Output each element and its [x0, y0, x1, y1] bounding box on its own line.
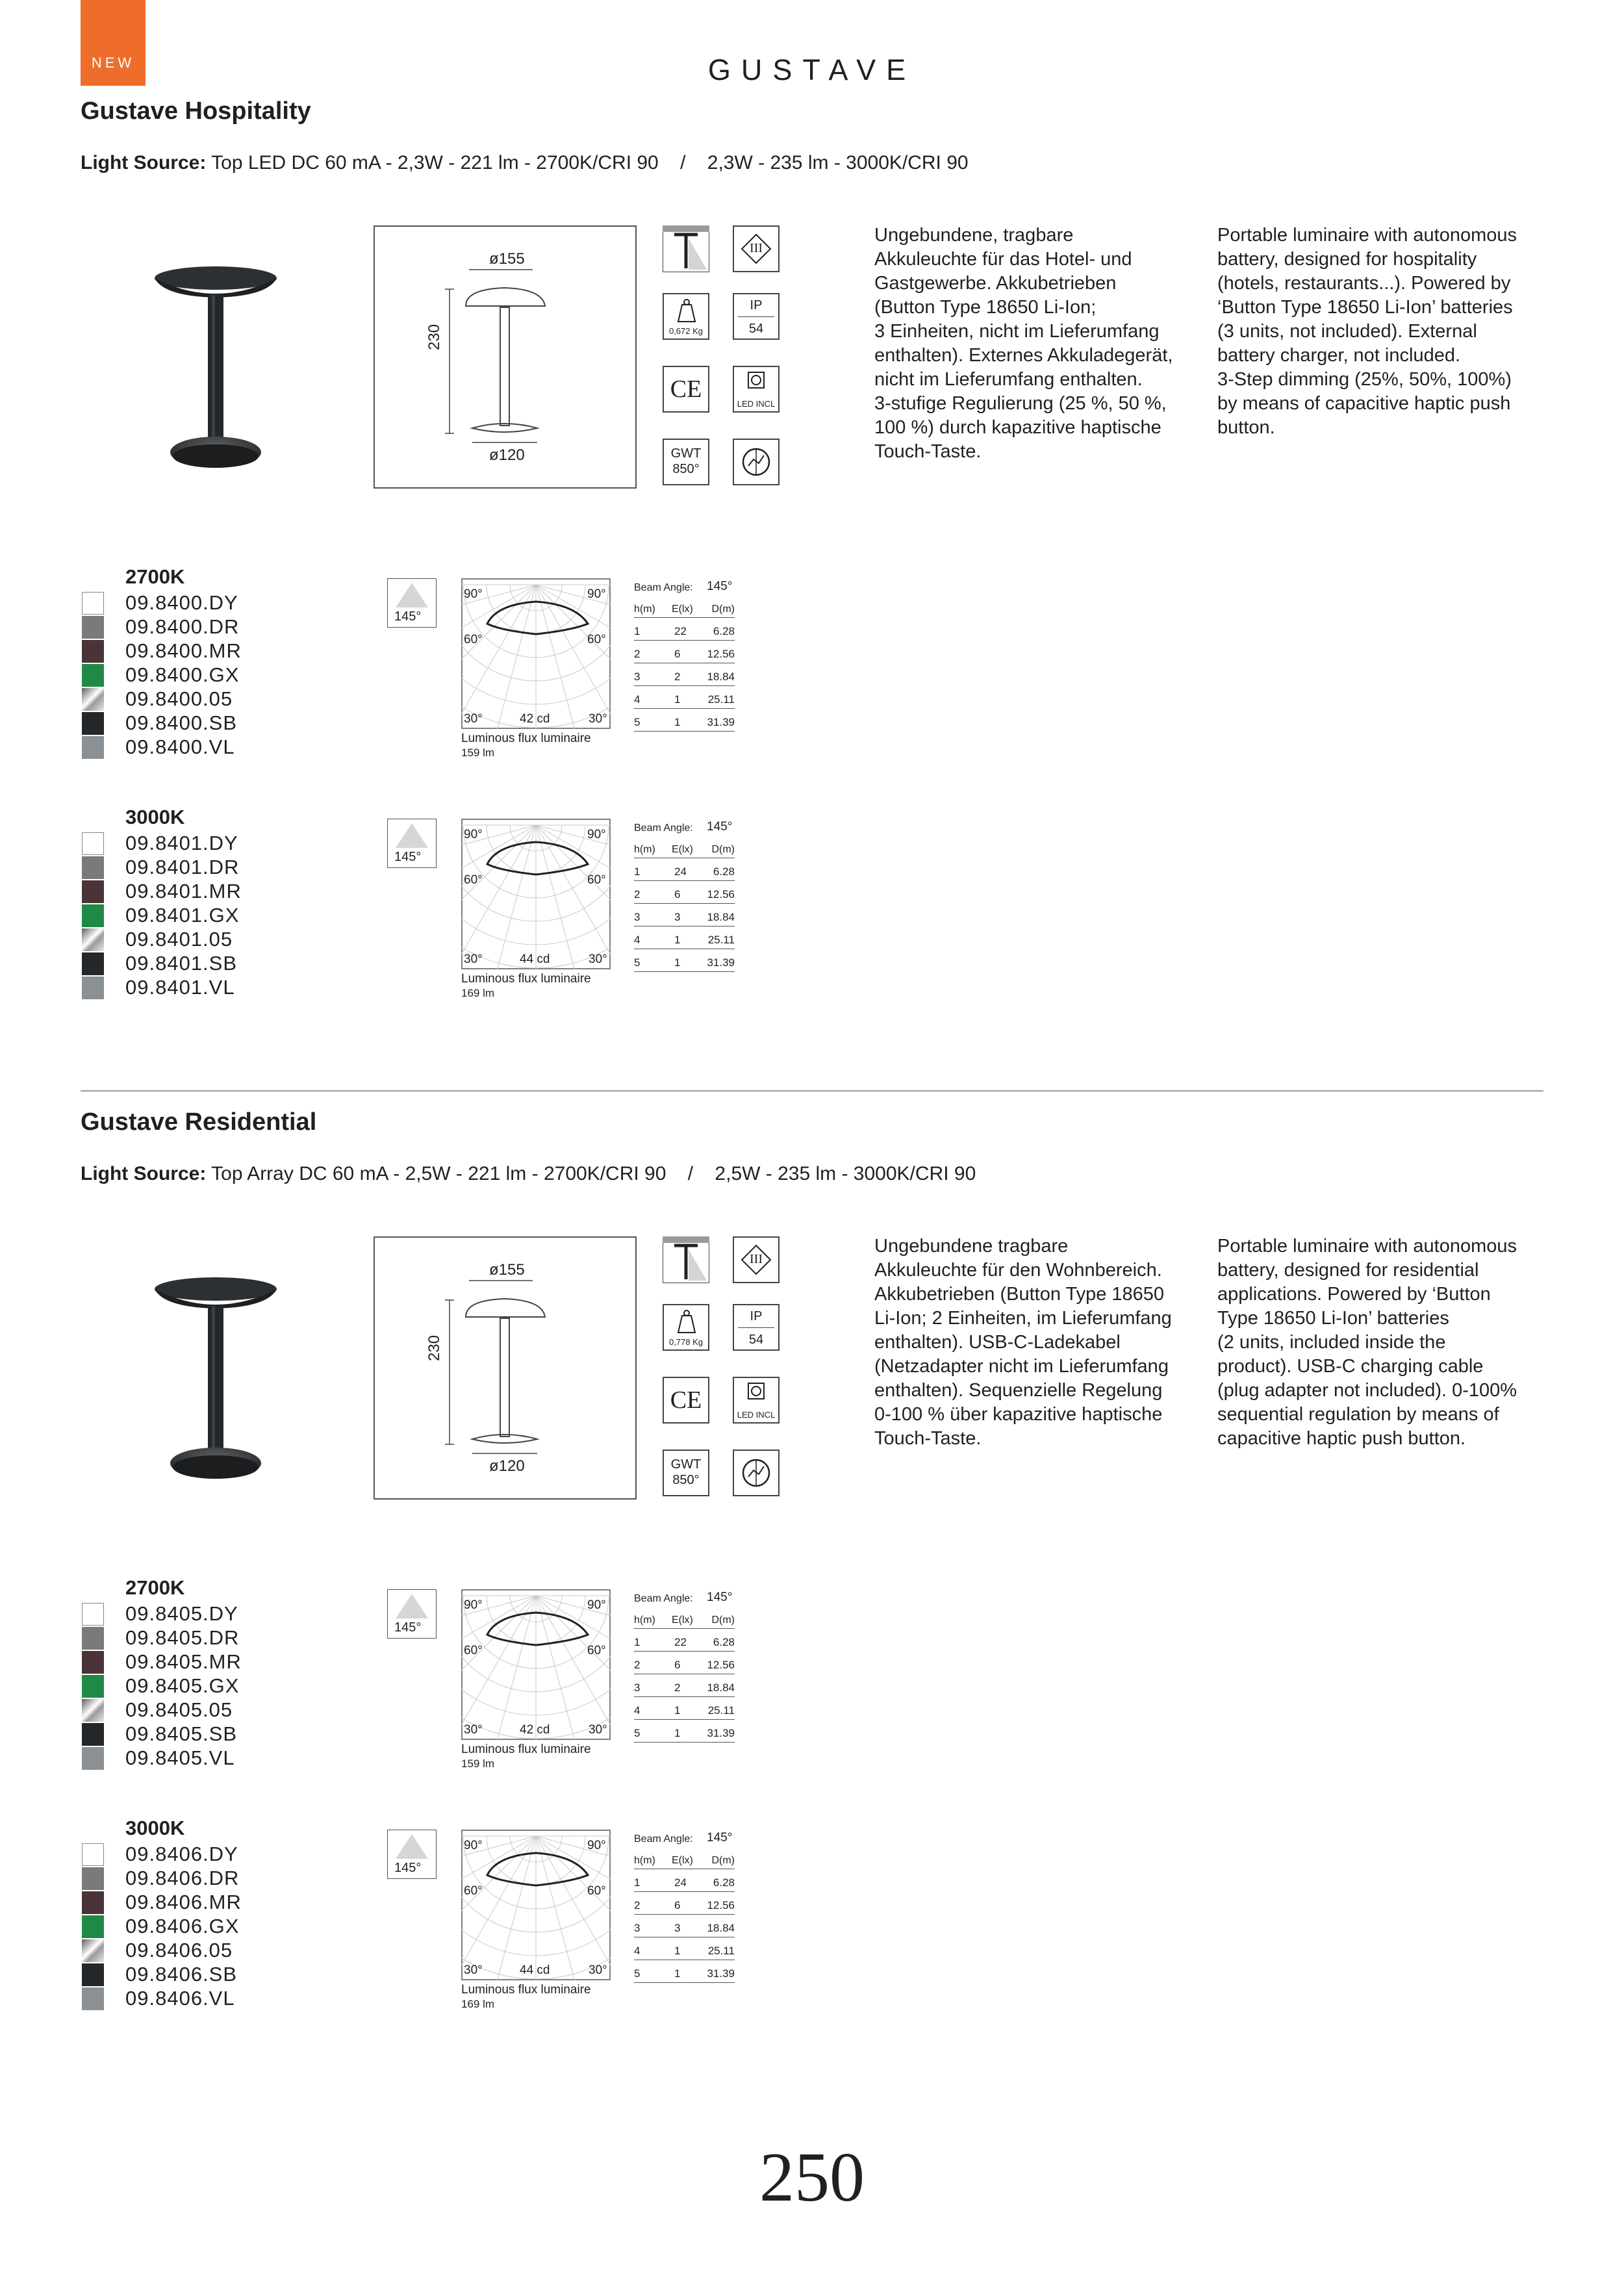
article-code: 09.8406.VL	[125, 1987, 235, 2010]
article-code: 09.8401.SB	[125, 952, 238, 975]
article-code-row	[82, 663, 277, 687]
product-title: Gustave Residential	[81, 1108, 317, 1136]
beam-angle-label: Beam Angle:	[634, 1593, 693, 1604]
article-code-row	[82, 904, 277, 928]
polar-label-30-right: 30°	[589, 1723, 607, 1737]
weight-icon: 0,778 Kg	[663, 1304, 709, 1351]
description-english: Portable luminaire with autonomous battery, designed for hospitality (hotels, restaurants...). Powered by ‘Button Type 18650 Li-Ion’ batteries (3 units, not included). External battery charger, not included. 3-Step dimming (25%, 50%, 100%) by means of capacitive haptic push button.	[1217, 225, 1517, 438]
article-code-row	[82, 711, 277, 735]
article-code-row	[82, 615, 277, 639]
article-code: 09.8401.DY	[125, 832, 238, 854]
flux-label: Luminous flux luminaire	[461, 732, 591, 745]
article-code: 09.8400.DR	[125, 615, 240, 638]
product-title: Gustave Hospitality	[81, 97, 311, 125]
article-code-list	[82, 1843, 277, 2011]
finish-swatch	[82, 928, 104, 951]
polar-label-60-left: 60°	[464, 1644, 483, 1657]
beam-angle-value: 145°	[707, 1831, 733, 1845]
polar-label-30-left: 30°	[464, 952, 483, 966]
finish-swatch	[82, 856, 104, 879]
light-source-line	[81, 1163, 976, 1185]
beam-table	[634, 819, 735, 972]
bottom-diameter-label: ø120	[489, 446, 525, 464]
polar-label-30-right: 30°	[589, 1963, 607, 1977]
polar-label-60-right: 60°	[587, 1884, 606, 1898]
beam-table	[634, 578, 735, 732]
color-temperature-heading: 3000K	[125, 1817, 185, 1839]
article-code-row	[82, 735, 277, 760]
finish-swatch	[82, 904, 104, 927]
lamp-photo	[151, 1275, 281, 1489]
led-included-icon: LED INCL	[733, 1377, 780, 1424]
article-code-row	[82, 1891, 277, 1915]
flux-label: Luminous flux luminaire	[461, 972, 591, 986]
description-english: Portable luminaire with autonomous battery, designed for residential applications. Powered by ‘Button Type 18650 Li-Ion’ batteries (2 units, included inside the product). USB-C charging cable (plug adapter not included). 0-100% sequential regulation by means of capacitive haptic push button.	[1217, 1236, 1517, 1449]
polar-label-30-right: 30°	[589, 712, 607, 726]
ce-mark-icon: CE	[663, 366, 709, 413]
light-source-label: Light Source:	[81, 152, 207, 173]
flux-value: 159 lm	[461, 747, 495, 759]
article-code-row	[82, 1602, 277, 1626]
polar-label-60-left: 60°	[464, 633, 483, 646]
article-code: 09.8405.VL	[125, 1746, 235, 1769]
article-code: 09.8405.DR	[125, 1626, 240, 1649]
finish-swatch	[82, 1675, 104, 1698]
height-label: 230	[425, 324, 443, 350]
article-code-row	[82, 1698, 277, 1722]
bottom-diameter-label: ø120	[489, 1457, 525, 1475]
polar-label-30-left: 30°	[464, 1723, 483, 1737]
top-diameter-label: ø155	[489, 1261, 525, 1279]
article-code: 09.8400.VL	[125, 735, 235, 758]
polar-label-60-right: 60°	[587, 633, 606, 646]
article-code-list	[82, 1602, 277, 1770]
finish-swatch	[82, 1723, 104, 1746]
light-source-line	[81, 152, 969, 174]
flux-value: 169 lm	[461, 1998, 495, 2010]
mounting-icon	[663, 1236, 709, 1283]
polar-candela-label: 44 cd	[520, 952, 550, 966]
finish-swatch	[82, 952, 104, 975]
beam-table-header: h(m) E(lx) D(m)	[634, 598, 735, 618]
article-code-row	[82, 639, 277, 663]
finish-swatch	[82, 1867, 104, 1890]
finish-swatch	[82, 664, 104, 687]
article-code-row	[82, 1963, 277, 1987]
article-code: 09.8401.VL	[125, 976, 235, 999]
beam-table-row: 2 6 12.56	[634, 641, 735, 663]
new-badge	[81, 0, 146, 86]
mounting-icon	[663, 225, 709, 272]
article-code: 09.8400.05	[125, 687, 233, 710]
flux-label: Luminous flux luminaire	[461, 1983, 591, 1997]
beam-table	[634, 1830, 735, 1983]
article-code-row	[82, 1626, 277, 1650]
beam-table	[634, 1589, 735, 1743]
polar-label-30-left: 30°	[464, 1963, 483, 1977]
article-code: 09.8406.SB	[125, 1963, 238, 1986]
article-code-list	[82, 832, 277, 1000]
flux-label: Luminous flux luminaire	[461, 1743, 591, 1756]
beam-table-row: 4 1 25.11	[634, 926, 735, 949]
beam-table-row: 2 6 12.56	[634, 1652, 735, 1674]
dimmable-icon	[733, 1450, 780, 1496]
article-code-row	[82, 591, 277, 615]
flux-value: 169 lm	[461, 987, 495, 999]
ip-rating-icon: IP 54	[733, 1304, 780, 1351]
article-code-row	[82, 1843, 277, 1867]
dimension-drawing	[374, 225, 637, 489]
article-code-row	[82, 1867, 277, 1891]
finish-swatch	[82, 1603, 104, 1626]
article-code-row	[82, 1939, 277, 1963]
beam-angle-icon: 145°	[387, 1830, 437, 1879]
article-code: 09.8406.GX	[125, 1915, 240, 1937]
polar-candela-label: 42 cd	[520, 1723, 550, 1737]
beam-table-row: 2 6 12.56	[634, 1892, 735, 1915]
beam-table-row: 4 1 25.11	[634, 1937, 735, 1960]
beam-table-row: 2 6 12.56	[634, 881, 735, 904]
finish-swatch	[82, 712, 104, 735]
article-code-list	[82, 591, 277, 760]
color-temperature-heading: 2700K	[125, 1576, 185, 1599]
weight-icon: 0,672 Kg	[663, 293, 709, 340]
article-code-row	[82, 928, 277, 952]
description-german: Ungebundene tragbare Akkuleuchte für den Wohnbereich. Akkubetrieben (Button Type 18650 Li-Ion; 2 Einheiten, im Lieferumfang enthalten). USB-C-Ladekabel (Netzadapter nicht im Lieferumfang enthalten). Sequenzielle Regelung 0-100 % über kapazitive haptische Touch-Taste.	[874, 1236, 1172, 1449]
class-three-icon: III	[733, 1236, 780, 1283]
article-code: 09.8405.05	[125, 1698, 233, 1721]
finish-swatch	[82, 1963, 104, 1986]
finish-swatch	[82, 1891, 104, 1914]
beam-table-row: 1 22 6.28	[634, 1629, 735, 1652]
polar-label-30-right: 30°	[589, 952, 607, 966]
polar-label-90-left: 90°	[464, 1598, 483, 1612]
finish-swatch	[82, 1699, 104, 1722]
article-code: 09.8401.GX	[125, 904, 240, 926]
page-number: 250	[759, 2139, 865, 2216]
beam-angle-value: 145°	[707, 1591, 733, 1604]
finish-swatch	[82, 688, 104, 711]
finish-swatch	[82, 977, 104, 999]
ip-rating-icon: IP 54	[733, 293, 780, 340]
article-code: 09.8405.DY	[125, 1602, 238, 1625]
beam-angle-icon: 145°	[387, 578, 437, 628]
article-code-row	[82, 1650, 277, 1674]
dimmable-icon	[733, 439, 780, 485]
beam-angle-icon: 145°	[387, 819, 437, 868]
polar-label-90-right: 90°	[587, 1839, 606, 1852]
article-code: 09.8406.MR	[125, 1891, 242, 1913]
finish-swatch	[82, 1939, 104, 1962]
description-german: Ungebundene, tragbare Akkuleuchte für das Hotel- und Gastgewerbe. Akkubetrieben (Button Type 18650 Li-Ion; 3 Einheiten, nicht im Lieferumfang enthalten). Externes Akkuladegerät, nicht im Lieferumfang enthalten. 3-stufige Regulierung (25 %, 50 %, 100 %) durch kapazitive haptische Touch-Taste.	[874, 225, 1173, 462]
polar-label-90-left: 90°	[464, 587, 483, 601]
article-code: 09.8405.SB	[125, 1722, 238, 1745]
light-source-text: Top LED DC 60 mA - 2,3W - 221 lm - 2700K/CRI 90 / 2,3W - 235 lm - 3000K/CRI 90	[206, 152, 969, 173]
article-code: 09.8401.MR	[125, 880, 242, 902]
polar-candela-label: 42 cd	[520, 712, 550, 726]
beam-table-header: h(m) E(lx) D(m)	[634, 1609, 735, 1629]
section-divider	[81, 1090, 1543, 1092]
article-code: 09.8406.05	[125, 1939, 233, 1961]
beam-table-row: 5 1 31.39	[634, 709, 735, 732]
article-code: 09.8400.GX	[125, 663, 240, 686]
class-three-icon: III	[733, 225, 780, 272]
glow-wire-icon: GWT 850°	[663, 439, 709, 485]
finish-swatch	[82, 592, 104, 615]
height-label: 230	[425, 1335, 443, 1361]
finish-swatch	[82, 1651, 104, 1674]
polar-label-30-left: 30°	[464, 712, 483, 726]
brand-title: GUSTAVE	[707, 53, 917, 86]
beam-table-header: h(m) E(lx) D(m)	[634, 1849, 735, 1869]
article-code: 09.8400.MR	[125, 639, 242, 662]
beam-table-row: 5 1 31.39	[634, 949, 735, 972]
polar-label-60-right: 60°	[587, 1644, 606, 1657]
polar-label-60-right: 60°	[587, 873, 606, 887]
led-included-icon: LED INCL	[733, 366, 780, 413]
finish-swatch	[82, 1747, 104, 1770]
article-code-row	[82, 856, 277, 880]
article-code-row	[82, 1915, 277, 1939]
beam-table-row: 3 3 18.84	[634, 904, 735, 926]
article-code-row	[82, 1746, 277, 1770]
beam-table-row: 1 22 6.28	[634, 618, 735, 641]
beam-table-row: 3 2 18.84	[634, 1674, 735, 1697]
beam-table-row: 3 2 18.84	[634, 663, 735, 686]
beam-table-row: 4 1 25.11	[634, 686, 735, 709]
polar-label-60-left: 60°	[464, 1884, 483, 1898]
beam-table-row: 5 1 31.39	[634, 1960, 735, 1983]
finish-swatch	[82, 616, 104, 639]
article-code: 09.8400.SB	[125, 711, 238, 734]
finish-swatch	[82, 640, 104, 663]
article-code: 09.8405.GX	[125, 1674, 240, 1697]
finish-swatch	[82, 1915, 104, 1938]
polar-label-60-left: 60°	[464, 873, 483, 887]
beam-angle-label: Beam Angle:	[634, 1833, 693, 1845]
lamp-photo	[151, 264, 281, 478]
finish-swatch	[82, 1627, 104, 1650]
dimension-drawing	[374, 1236, 637, 1500]
color-temperature-heading: 3000K	[125, 806, 185, 828]
light-source-text: Top Array DC 60 mA - 2,5W - 221 lm - 2700K/CRI 90 / 2,5W - 235 lm - 3000K/CRI 90	[206, 1163, 976, 1184]
top-diameter-label: ø155	[489, 250, 525, 268]
article-code-row	[82, 1674, 277, 1698]
article-code-row	[82, 687, 277, 711]
beam-table-row: 5 1 31.39	[634, 1720, 735, 1743]
polar-label-90-right: 90°	[587, 1598, 606, 1612]
beam-table-row: 4 1 25.11	[634, 1697, 735, 1720]
article-code-row	[82, 880, 277, 904]
beam-angle-label: Beam Angle:	[634, 823, 693, 834]
color-temperature-heading: 2700K	[125, 565, 185, 588]
beam-table-row: 3 3 18.84	[634, 1915, 735, 1937]
ce-mark-icon: CE	[663, 1377, 709, 1424]
polar-label-90-left: 90°	[464, 1839, 483, 1852]
article-code: 09.8401.DR	[125, 856, 240, 878]
finish-swatch	[82, 832, 104, 855]
beam-angle-icon: 145°	[387, 1589, 437, 1639]
beam-angle-label: Beam Angle:	[634, 582, 693, 593]
flux-value: 159 lm	[461, 1757, 495, 1770]
article-code: 09.8406.DY	[125, 1843, 238, 1865]
beam-angle-value: 145°	[707, 580, 733, 593]
article-code-row	[82, 832, 277, 856]
finish-swatch	[82, 1843, 104, 1866]
article-code: 09.8400.DY	[125, 591, 238, 614]
finish-swatch	[82, 880, 104, 903]
article-code-row	[82, 952, 277, 976]
article-code-row	[82, 1987, 277, 2011]
article-code-row	[82, 976, 277, 1000]
polar-label-90-right: 90°	[587, 587, 606, 601]
polar-label-90-right: 90°	[587, 828, 606, 841]
article-code: 09.8401.05	[125, 928, 233, 951]
finish-swatch	[82, 1987, 104, 2010]
polar-label-90-left: 90°	[464, 828, 483, 841]
beam-table-header: h(m) E(lx) D(m)	[634, 838, 735, 858]
beam-table-row: 1 24 6.28	[634, 1869, 735, 1892]
glow-wire-icon: GWT 850°	[663, 1450, 709, 1496]
light-source-label: Light Source:	[81, 1163, 207, 1184]
article-code: 09.8406.DR	[125, 1867, 240, 1889]
finish-swatch	[82, 736, 104, 759]
article-code-row	[82, 1722, 277, 1746]
polar-candela-label: 44 cd	[520, 1963, 550, 1977]
article-code: 09.8405.MR	[125, 1650, 242, 1673]
beam-table-row: 1 24 6.28	[634, 858, 735, 881]
new-badge-label: NEW	[91, 55, 135, 71]
beam-angle-value: 145°	[707, 820, 733, 834]
